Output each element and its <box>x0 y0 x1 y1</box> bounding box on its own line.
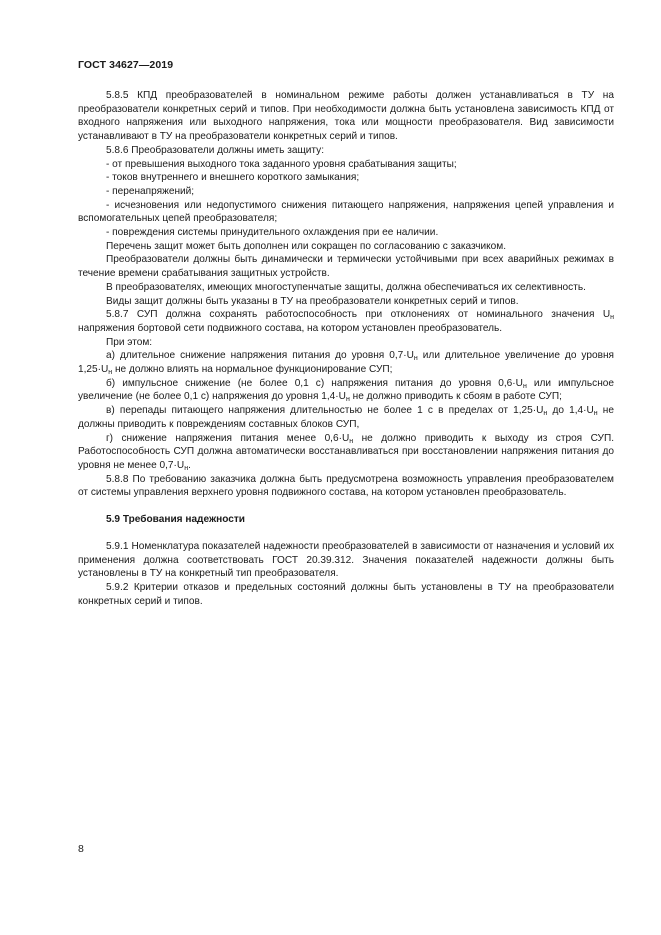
paragraph-5-8-8: 5.8.8 По требованию заказчика должна быть предусмотрена возможность управления преобразователем от системы управления верхнего уровня подвижного состава, на котором установлен преобразователь. <box>78 473 614 499</box>
paragraph-5-9-2: 5.9.2 Критерии отказов и предельных состояний должны быть установлены в ТУ на преобразователи конкретных серий и типов. <box>78 581 614 607</box>
item-g: г) снижение напряжения питания менее $0,6\cdot U_н$ не должно приводить к выходу из строя СУП. Работоспособность СУП должна автоматически восстанавливаться при восстановлении напряжения питания до уровня не менее $0,7\cdot U_н$. <box>78 432 615 472</box>
document-body <box>78 89 614 608</box>
page-number: 8 <box>78 843 84 855</box>
item-v: в) перепады питающего напряжения длительностью не более 1 с в пределах от $1,25\cdot U_н$ до $1,4\cdot U_н$ не должны приводить к повреждениям составных блоков СУП, <box>78 405 614 430</box>
protection-item: - токов внутреннего и внешнего короткого замыкания; <box>106 172 360 184</box>
section-title-5-9: 5.9 Требования надежности <box>106 514 245 526</box>
paragraph-5-9-1: 5.9.1 Номенклатура показателей надежности преобразователей в зависимости от назначения и условий их применения должна соответствовать ГОСТ 20.39.312. Значения показателей надежности должны быть установлены в ТУ на конкретный тип преобразователя. <box>78 540 614 580</box>
paragraph-pri-etom: При этом: <box>106 336 153 348</box>
paragraph-5-8-6: 5.8.6 Преобразователи должны иметь защиту: <box>106 144 325 156</box>
paragraph-protection-types: Виды защит должны быть указаны в ТУ на преобразователи конкретных серий и типов. <box>106 295 519 307</box>
protection-item: - повреждения системы принудительного охлаждения при ее наличии. <box>106 227 439 239</box>
protection-item: - от превышения выходного тока заданного уровня срабатывания защиты; <box>106 158 457 170</box>
paragraph-5-8-5: 5.8.5 КПД преобразователей в номинальном режиме работы должен устанавливаться в ТУ на преобразователи конкретных серий и типов. При необходимости должна быть установлена зависимость КПД от входного напряжения или выходного напряжения, тока или мощности преобразователя. Вид зависимости устанавливают в ТУ на преобразователи конкретных серий и типов. <box>78 90 614 143</box>
paragraph-stability: Преобразователи должны быть динамически и термически устойчивыми при всех аварийных режимах в течение времени срабатывания защитных устройств. <box>78 254 614 280</box>
paragraph-selectivity: В преобразователях, имеющих многоступенчатые защиты, должна обеспечиваться их селективность. <box>106 281 586 293</box>
document-header: ГОСТ 34627—2019 <box>78 59 174 71</box>
protection-item: - исчезновения или недопустимого снижения питающего напряжения, напряжения цепей управления и вспомогательных цепей преобразователя; <box>78 199 614 225</box>
paragraph-protection-list-note: Перечень защит может быть дополнен или сокращен по согласованию с заказчиком. <box>106 240 507 252</box>
protection-item: - перенапряжений; <box>106 185 195 197</box>
paragraph-5-8-7: 5.8.7 СУП должна сохранять работоспособность при отклонениях от номинального значения $U_н$ напряжения бортовой сети подвижного состава, на котором установлен преобразователь. <box>78 309 614 334</box>
item-a: а) длительное снижение напряжения питания до уровня $0,7\cdot U_н$ или длительное увеличение до уровня $1,25\cdot U_н$ не должно влиять на нормальное функционирование СУП; <box>78 350 614 377</box>
item-b: б) импульсное снижение (не более 0,1 с) напряжения питания до уровня $0,6\cdot U_н$ или импульсное увеличение (не более 0,1 с) напряжения до уровня $1,4\cdot U_н$ не должно приводить к сбоям в работе СУП; <box>78 377 615 404</box>
